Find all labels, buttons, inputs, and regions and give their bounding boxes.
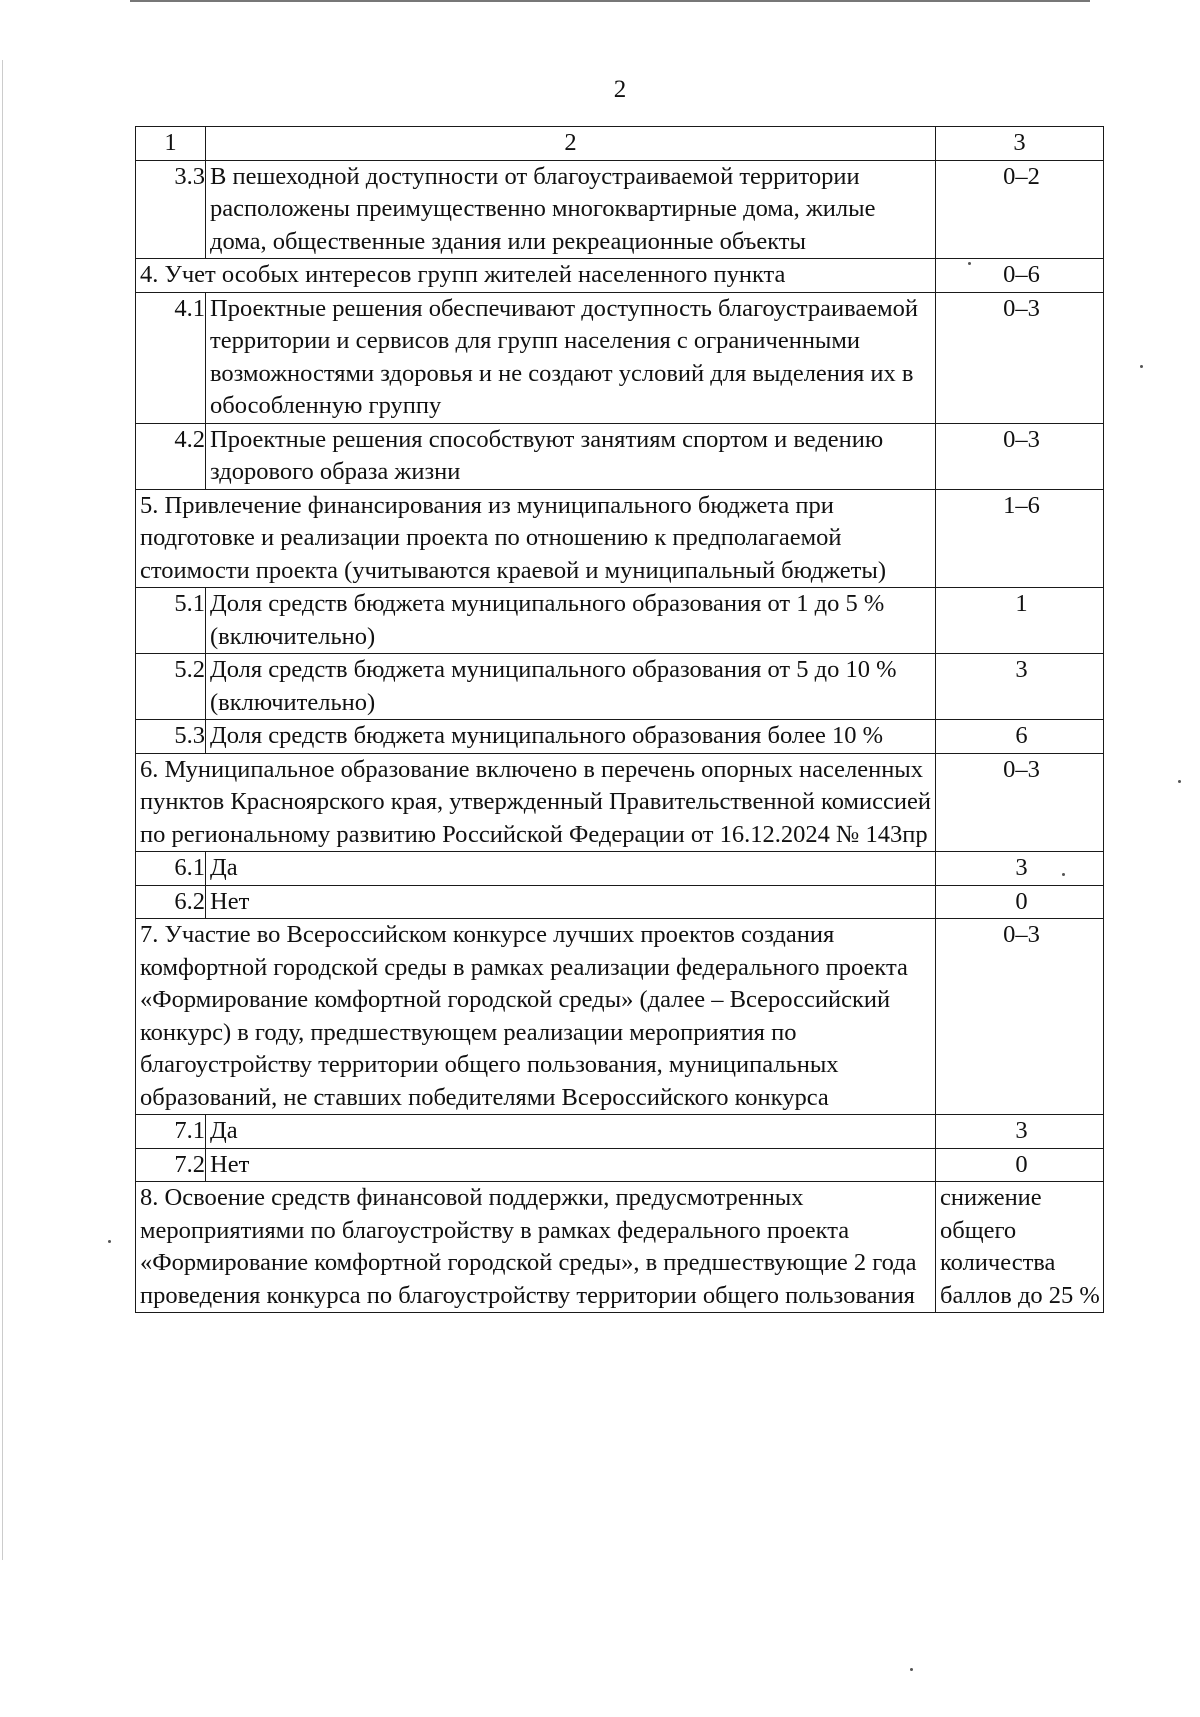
table-row [136, 588, 1104, 654]
row-description: Доля средств бюджета муниципального образования от 5 до 10 % (включительно) [206, 654, 936, 720]
section-description: 8. Освоение средств финансовой поддержки, предусмотренных мероприятиями по благоустройству в рамках федерального проекта «Формирование комфортной городской среды», в предшествующие 2 года проведения конкурса по благоустройству территории общего пользования [136, 1182, 936, 1313]
row-number: 5.2 [136, 654, 206, 720]
row-description: Проектные решения способствуют занятиям спортом и ведению здорового образа жизни [206, 423, 936, 489]
scan-speck [968, 262, 971, 265]
header-cell-1: 1 [136, 127, 206, 161]
scan-edge-top [130, 0, 1090, 2]
row-number: 6.2 [136, 885, 206, 919]
row-number: 7.1 [136, 1115, 206, 1149]
criteria-table [135, 126, 1104, 1313]
row-description: Доля средств бюджета муниципального образования более 10 % [206, 720, 936, 754]
row-score: 1 [936, 588, 1104, 654]
row-number: 6.1 [136, 852, 206, 886]
table-row [136, 423, 1104, 489]
row-number: 4.2 [136, 423, 206, 489]
row-score: 3 [936, 654, 1104, 720]
scan-speck [1178, 780, 1181, 783]
header-cell-2: 2 [206, 127, 936, 161]
table-section-row [136, 1182, 1104, 1313]
row-score: 1–6 [936, 489, 1104, 588]
row-score: 0 [936, 1148, 1104, 1182]
row-score: 0–6 [936, 259, 1104, 293]
row-score: 3 [936, 852, 1104, 886]
row-score: 0–3 [936, 292, 1104, 423]
row-number: 4.1 [136, 292, 206, 423]
table-section-row [136, 259, 1104, 293]
table-row [136, 160, 1104, 259]
table-section-row [136, 489, 1104, 588]
row-description: Да [206, 1115, 936, 1149]
row-number: 5.3 [136, 720, 206, 754]
row-description: Да [206, 852, 936, 886]
row-description: Нет [206, 1148, 936, 1182]
table-row [136, 1115, 1104, 1149]
scan-speck [108, 1240, 111, 1243]
row-score: снижение общего количества баллов до 25 % [936, 1182, 1104, 1313]
table-section-row [136, 919, 1104, 1115]
table-section-row [136, 753, 1104, 852]
header-cell-3: 3 [936, 127, 1104, 161]
row-score: 0–3 [936, 753, 1104, 852]
row-number: 3.3 [136, 160, 206, 259]
scan-edge-left [2, 60, 3, 1560]
section-description: 5. Привлечение финансирования из муниципального бюджета при подготовке и реализации проекта по отношению к предполагаемой стоимости проекта (учитываются краевой и муниципальный бюджеты) [136, 489, 936, 588]
row-score: 0 [936, 885, 1104, 919]
row-score: 0–2 [936, 160, 1104, 259]
row-score: 0–3 [936, 423, 1104, 489]
table-row [136, 885, 1104, 919]
section-description: 7. Участие во Всероссийском конкурсе лучших проектов создания комфортной городской среды в рамках реализации федерального проекта «Формирование комфортной городской среды» (далее – Всероссийский конкурс) в году, предшествующем реализации мероприятия по благоустройству территории общего пользования, муниципальных образований, не ставших победителями Всероссийского конкурса [136, 919, 936, 1115]
row-description: В пешеходной доступности от благоустраиваемой территории расположены преимущественно многоквартирные дома, жилые дома, общественные здания или рекреационные объекты [206, 160, 936, 259]
scan-speck [1062, 873, 1065, 876]
section-description: 6. Муниципальное образование включено в перечень опорных населенных пунктов Красноярского края, утвержденный Правительственной комиссией по региональному развитию Российской Федерации от 16.12.2024 № 143пр [136, 753, 936, 852]
row-description: Доля средств бюджета муниципального образования от 1 до 5 % (включительно) [206, 588, 936, 654]
section-description: 4. Учет особых интересов групп жителей населенного пункта [136, 259, 936, 293]
table-row [136, 654, 1104, 720]
table-header-row [136, 127, 1104, 161]
table-row [136, 720, 1104, 754]
row-description: Нет [206, 885, 936, 919]
table-row [136, 852, 1104, 886]
row-score: 0–3 [936, 919, 1104, 1115]
row-number: 7.2 [136, 1148, 206, 1182]
scan-speck [910, 1668, 913, 1671]
scan-speck [1140, 365, 1143, 368]
row-score: 6 [936, 720, 1104, 754]
row-score: 3 [936, 1115, 1104, 1149]
table-row [136, 1148, 1104, 1182]
row-description: Проектные решения обеспечивают доступность благоустраиваемой территории и сервисов для групп населения с ограниченными возможностями здоровья и не создают условий для выделения их в обособленную группу [206, 292, 936, 423]
table-row [136, 292, 1104, 423]
row-number: 5.1 [136, 588, 206, 654]
page-number: 2 [613, 76, 627, 103]
